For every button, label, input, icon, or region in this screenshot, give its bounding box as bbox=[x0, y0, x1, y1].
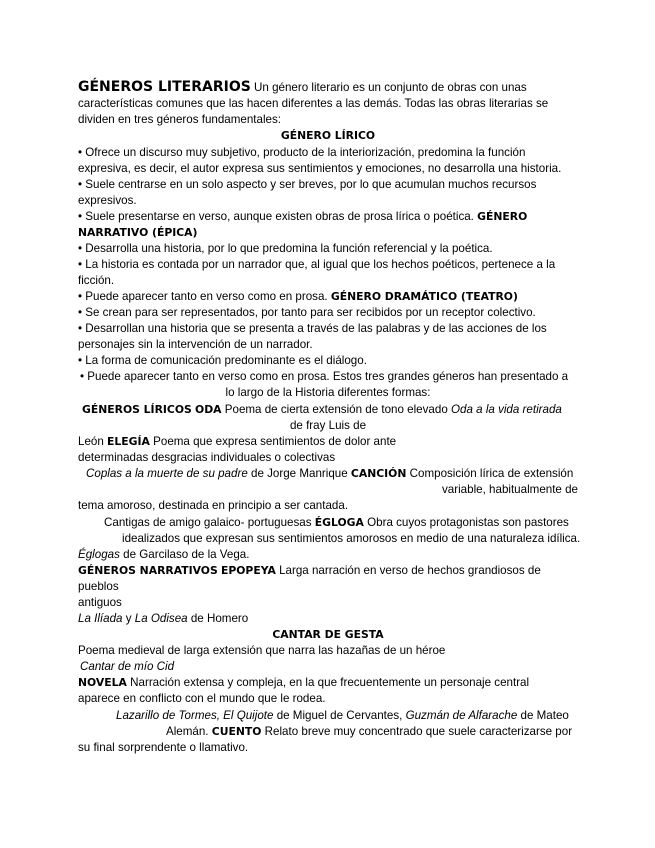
egloga-def-b: idealizados que expresan sus sentimientos amorosos en medio de una naturaleza idílica. bbox=[122, 532, 581, 545]
term-cancion: CANCIÓN bbox=[350, 467, 407, 480]
lirico-line-4: expresivos. bbox=[78, 194, 137, 207]
narrativo-line-1: • Desarrolla una historia, por lo que predomina la función referencial y la poética. bbox=[78, 242, 493, 255]
cantar-example: Cantar de mío Cid bbox=[80, 660, 175, 673]
oda-author-a: de fray Luis de bbox=[289, 419, 367, 432]
heading-genero-dramatico: GÉNERO DRAMÁTICO (TEATRO) bbox=[330, 290, 518, 303]
cantar-def: Poema medieval de larga extensión que narra las hazañas de un héroe bbox=[78, 644, 446, 657]
lirico-line-3: • Suele centrarse en un solo aspecto y ser breves, por lo que acumulan muchos recursos bbox=[78, 178, 537, 191]
term-cuento: CUENTO bbox=[211, 725, 262, 738]
narrativo-line-4: • Puede aparecer tanto en verso como en prosa. GÉNERO DRAMÁTICO (TEATRO) bbox=[78, 290, 518, 303]
cancion-def-c: tema amoroso, destinada en principio a ser cantada. bbox=[78, 499, 349, 512]
cuento-def-b: su final sorprendente o llamativo. bbox=[78, 741, 249, 754]
epopeya-example-line: La Ilíada y La Odisea de Homero bbox=[78, 612, 249, 625]
heading-genero-narrativo-b: NARRATIVO (ÉPICA) bbox=[78, 226, 198, 239]
oda-line: GÉNEROS LÍRICOS ODA Poema de cierta extensión de tono elevado Oda a la vida retirada bbox=[82, 403, 562, 416]
heading-generos-narrativos: GÉNEROS NARRATIVOS bbox=[78, 564, 218, 577]
egloga-line: Cantigas de amigo galaico- portuguesas ÉGLOGA Obra cuyos protagonistas son pastores bbox=[104, 516, 569, 529]
heading-genero-lirico: GÉNERO LÍRICO bbox=[280, 129, 376, 142]
term-cantar-de-gesta: CANTAR DE GESTA bbox=[272, 628, 384, 641]
elegia-line: León ELEGÍA Poema que expresa sentimientos de dolor ante bbox=[78, 435, 397, 448]
dramatico-line-1: • Se crean para ser representados, por tanto para ser recibidos por un receptor colectivo. bbox=[78, 306, 536, 319]
heading-genero-narrativo-a: GÉNERO bbox=[477, 210, 528, 223]
term-egloga: ÉGLOGA bbox=[314, 516, 364, 529]
cancion-line: Coplas a la muerte de su padre de Jorge Manrique CANCIÓN Composición lírica de extensión bbox=[86, 467, 574, 480]
dramatico-line-3: personajes sin la intervención de un narrador. bbox=[78, 338, 313, 351]
novela-examples: Lazarillo de Tormes, El Quijote de Miguel de Cervantes, Guzmán de Alfarache de Mateo bbox=[116, 709, 569, 722]
epopeya-def-b: pueblos bbox=[78, 580, 119, 593]
intro-line-1: GÉNEROS LITERARIOS Un género literario es un conjunto de obras con unas bbox=[78, 79, 527, 95]
page-title: GÉNEROS LITERARIOS bbox=[78, 79, 251, 95]
heading-generos-liricos: GÉNEROS LÍRICOS bbox=[82, 403, 192, 416]
term-elegia: ELEGÍA bbox=[107, 435, 150, 448]
novela-line: NOVELA Narración extensa y compleja, en la que frecuentemente un personaje central bbox=[78, 676, 530, 689]
dramatico-line-2: • Desarrollan una historia que se presenta a través de las palabras y de las acciones de los bbox=[78, 322, 547, 335]
term-oda: ODA bbox=[195, 403, 222, 416]
novela-def-b: aparece en conflicto con el mundo que le rodea. bbox=[78, 692, 326, 705]
elegia-def-2: determinadas desgracias individuales o colectivas bbox=[78, 451, 336, 464]
dramatico-line-6: lo largo de la Historia diferentes formas: bbox=[225, 386, 431, 399]
cancion-def-b: variable, habitualmente de bbox=[442, 483, 578, 496]
dramatico-line-5: • Puede aparecer tanto en verso como en prosa. Estos tres grandes géneros han presentado a bbox=[80, 370, 569, 383]
dramatico-line-4: • La forma de comunicación predominante es el diálogo. bbox=[78, 354, 367, 367]
narrativo-line-3: ficción. bbox=[78, 274, 115, 287]
lirico-line-1: • Ofrece un discurso muy subjetivo, producto de la interiorización, predomina la función bbox=[78, 146, 526, 159]
intro-line-2: características comunes que las hacen diferentes a las demás. Todas las obras literarias se bbox=[78, 97, 549, 110]
cuento-line: Alemán. CUENTO Relato breve muy concentrado que suele caracterizarse por bbox=[166, 725, 573, 738]
lirico-line-2: expresiva, es decir, el autor expresa sus sentimientos y emociones, no desarrolla una historia. bbox=[78, 162, 562, 175]
term-novela: NOVELA bbox=[78, 676, 127, 689]
term-epopeya: EPOPEYA bbox=[220, 564, 276, 577]
lirico-line-5: • Suele presentarse en verso, aunque existen obras de prosa lírica o poética. GÉNERO bbox=[78, 210, 528, 223]
intro-line-3: dividen en tres géneros fundamentales: bbox=[78, 113, 282, 126]
epopeya-def-c: antiguos bbox=[78, 596, 122, 609]
epopeya-line: GÉNEROS NARRATIVOS EPOPEYA Larga narración en verso de hechos grandiosos de bbox=[78, 564, 541, 577]
egloga-example-line: Églogas de Garcilaso de la Vega. bbox=[78, 548, 250, 561]
narrativo-line-2: • La historia es contada por un narrador que, al igual que los hechos poéticos, pertenece a la bbox=[78, 258, 556, 271]
